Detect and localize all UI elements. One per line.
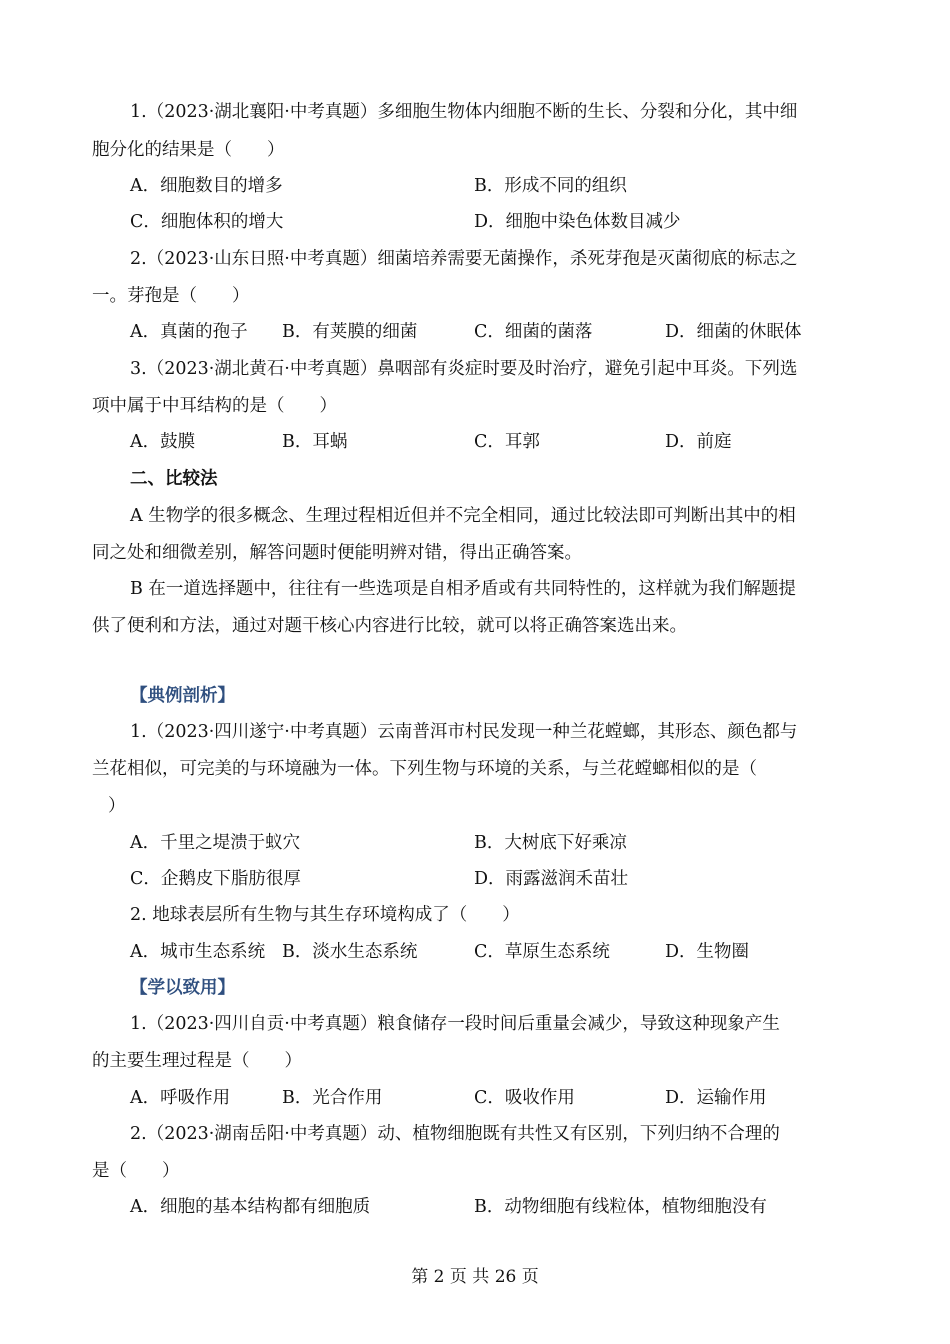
method-paragraph-a-line-2: 同之处和细微差别，解答问题时便能明辨对错，得出正确答案。 (92, 543, 582, 563)
question-1-line-1: 1.（2023·湖北襄阳·中考真题）多细胞生物体内细胞不断的生长、分裂和分化，其中细 (130, 102, 798, 122)
example-question-2-line-1: 2. 地球表层所有生物与其生存环境构成了（ ） (130, 905, 520, 925)
option-a: A．城市生态系统 (130, 942, 266, 962)
practice-question-2-line-1: 2.（2023·湖南岳阳·中考真题）动、植物细胞既有共性又有区别，下列归纳不合理的 (130, 1124, 780, 1144)
option-d: D．细胞中染色体数目减少 (474, 212, 681, 232)
page-footer: 第 2 页 共 26 页 (411, 1267, 539, 1287)
question-3-line-1: 3.（2023·湖北黄石·中考真题）鼻咽部有炎症时要及时治疗，避免引起中耳炎。下列选 (130, 359, 798, 379)
method-paragraph-a-line-1: A 生物学的很多概念、生理过程相近但并不完全相同，通过比较法即可判断出其中的相 (130, 506, 796, 526)
practice-question-2-line-2: 是（ ） (92, 1161, 180, 1181)
option-d: D．雨露滋润禾苗壮 (474, 869, 629, 889)
practice-question-1-line-2: 的主要生理过程是（ ） (92, 1051, 302, 1071)
option-a: A．呼吸作用 (130, 1088, 231, 1108)
option-b: B．耳蜗 (282, 432, 348, 452)
option-c: C．吸收作用 (474, 1088, 575, 1108)
question-3-line-2: 项中属于中耳结构的是（ ） (92, 396, 337, 416)
option-c: C．耳郭 (474, 432, 540, 452)
example-question-1-line-1: 1.（2023·四川遂宁·中考真题）云南普洱市村民发现一种兰花螳螂，其形态、颜色都与 (130, 722, 798, 742)
option-c: C．细菌的菌落 (474, 322, 593, 342)
option-c: C．企鹅皮下脂肪很厚 (130, 869, 301, 889)
option-d: D．运输作用 (665, 1088, 767, 1108)
practice-question-1-line-1: 1.（2023·四川自贡·中考真题）粮食储存一段时间后重量会减少，导致这种现象产生 (130, 1014, 780, 1034)
example-question-1-line-3: ） (108, 796, 126, 816)
option-b: B．动物细胞有线粒体，植物细胞没有 (474, 1197, 767, 1217)
option-b: B．大树底下好乘凉 (474, 833, 627, 853)
question-2-line-1: 2.（2023·山东日照·中考真题）细菌培养需要无菌操作，杀死芽孢是灭菌彻底的标志之 (130, 249, 798, 269)
example-section-label: 【典例剖析】 (130, 686, 235, 706)
method-paragraph-b-line-2: 供了便利和方法，通过对题干核心内容进行比较，就可以将正确答案选出来。 (92, 616, 687, 636)
option-a: A．细胞的基本结构都有细胞质 (130, 1197, 371, 1217)
example-question-1-line-2: 兰花相似，可完美的与环境融为一体。下列生物与环境的关系，与兰花螳螂相似的是（ (92, 759, 757, 779)
option-a: A．细胞数目的增多 (130, 176, 283, 196)
option-a: A．真菌的孢子 (130, 322, 248, 342)
option-c: C．草原生态系统 (474, 942, 610, 962)
option-d: D．生物圈 (665, 942, 750, 962)
option-a: A．千里之堤溃于蚁穴 (130, 833, 301, 853)
question-2-line-2: 一。芽孢是（ ） (92, 286, 250, 306)
option-c: C．细胞体积的增大 (130, 212, 284, 232)
option-b: B．光合作用 (282, 1088, 383, 1108)
method-heading: 二、比较法 (130, 469, 218, 489)
option-b: B．淡水生态系统 (282, 942, 418, 962)
option-b: B．有荚膜的细菌 (282, 322, 418, 342)
question-1-line-2: 胞分化的结果是（ ） (92, 140, 285, 160)
option-b: B．形成不同的组织 (474, 176, 627, 196)
option-d: D．细菌的休眠体 (665, 322, 802, 342)
practice-section-label: 【学以致用】 (130, 978, 235, 998)
option-a: A．鼓膜 (130, 432, 196, 452)
option-d: D．前庭 (665, 432, 732, 452)
method-paragraph-b-line-1: B 在一道选择题中，往往有一些选项是自相矛盾或有共同特性的，这样就为我们解题提 (130, 579, 796, 599)
